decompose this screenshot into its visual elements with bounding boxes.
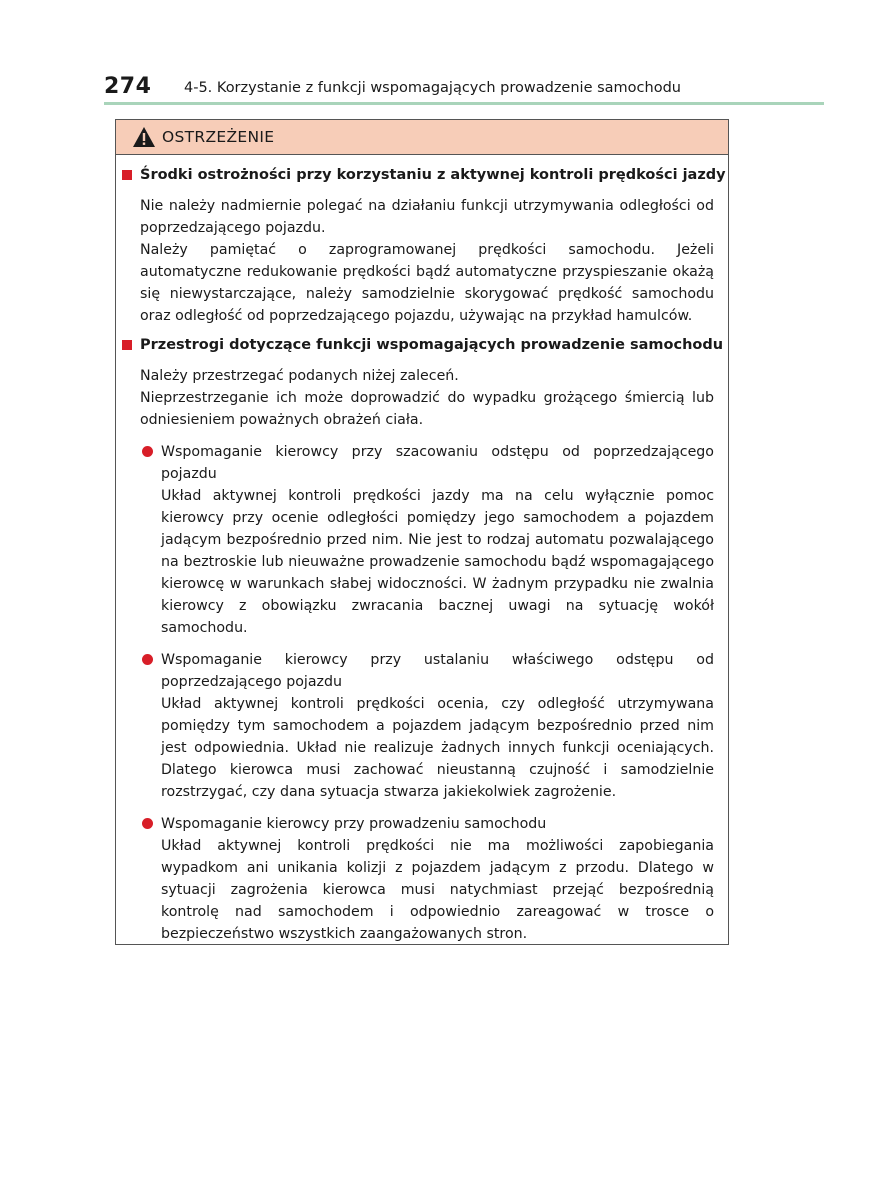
section-heading	[122, 335, 724, 355]
round-bullet-icon	[142, 818, 153, 829]
square-bullet-icon	[122, 340, 132, 350]
list-item-title: Wspomaganie kierowcy przy ustalaniu właściwego odstępu od poprzedzającego pojazdu	[161, 652, 714, 690]
list-item-title: Wspomaganie kierowcy przy prowadzeniu samochodu	[161, 816, 547, 832]
section-title: 4-5. Korzystanie z funkcji wspomagających prowadzenie samochodu	[184, 80, 681, 96]
round-bullet-icon	[142, 446, 153, 457]
list-item-text: Układ aktywnej kontroli prędkości nie ma możliwości zapobiegania wypadkom ani unikania kolizji z pojazdem jadącym z przodu. Dlatego w sytuacji zagrożenia kierowca musi natychmiast przejąć bezpośrednią kontrolę nad samochodem i odpowiednio zareagować w trosce o bezpieczeństwo wszystkich zaangażowanych stron.	[161, 838, 714, 942]
page-header	[104, 72, 824, 106]
section-heading-text: Przestrogi dotyczące funkcji wspomagających prowadzenie samochodu	[140, 337, 724, 353]
round-bullet-icon	[142, 654, 153, 665]
list-item-text: Układ aktywnej kontroli prędkości ocenia, czy odległość utrzymywana pomiędzy tym samochodem a pojazdem jadącym bezpośrednio przed nim jest odpowiednia. Układ nie realizuje żadnych innych funkcji oceniających. Dlatego kierowca musi zachować nieustanną czujność i samodzielnie rozstrzygać, czy dana sytuacja stwarza jakiekolwiek zagrożenie.	[161, 696, 714, 800]
paragraph: Należy pamiętać o zaprogramowanej prędkości samochodu. Jeżeli automatyczne redukowanie prędkości bądź automatyczne przyspieszanie okażą się niewystarczające, należy samodzielnie skorygować prędkość samochodu oraz odległość od poprzedzającego pojazdu, używając na przykład hamulców.	[140, 242, 714, 324]
paragraph: Nie należy nadmiernie polegać na działaniu funkcji utrzymywania odległości od poprzedzającego pojazdu.	[140, 198, 714, 236]
warning-label: OSTRZEŻENIE	[162, 128, 275, 146]
page-number: 274	[104, 74, 152, 99]
warning-box	[115, 119, 729, 945]
warning-header	[116, 120, 728, 155]
square-bullet-icon	[122, 170, 132, 180]
section-heading	[122, 165, 726, 185]
list-item	[142, 813, 714, 945]
section-paragraphs	[140, 365, 714, 431]
list-item	[142, 649, 714, 803]
paragraph: Nieprzestrzeganie ich może doprowadzić do wypadku grożącego śmiercią lub odniesieniem poważnych obrażeń ciała.	[140, 390, 714, 428]
section-paragraphs	[140, 195, 714, 327]
list-item-title: Wspomaganie kierowcy przy szacowaniu odstępu od poprzedzającego pojazdu	[161, 444, 714, 482]
section-heading-text: Środki ostrożności przy korzystaniu z aktywnej kontroli prędkości jazdy	[140, 167, 726, 183]
header-rule	[104, 102, 824, 105]
list-item	[142, 441, 714, 639]
paragraph: Należy przestrzegać podanych niżej zaleceń.	[140, 368, 459, 384]
warning-triangle-icon	[132, 126, 156, 148]
warning-body	[116, 155, 728, 945]
list-item-text: Układ aktywnej kontroli prędkości jazdy ma na celu wyłącznie pomoc kierowcy przy ocenie odległości pomiędzy jego samochodem a pojazdem jadącym bezpośrednio przed nim. Nie jest to rodzaj automatu pozwalającego na beztroskie lub nieuważne prowadzenie samochodu bądź wspomagającego kierowcę w warunkach słabej widoczności. W żadnym przypadku nie zwalnia kierowcy z obowiązku zwracania bacznej uwagi na sytuację wokół samochodu.	[161, 488, 714, 636]
